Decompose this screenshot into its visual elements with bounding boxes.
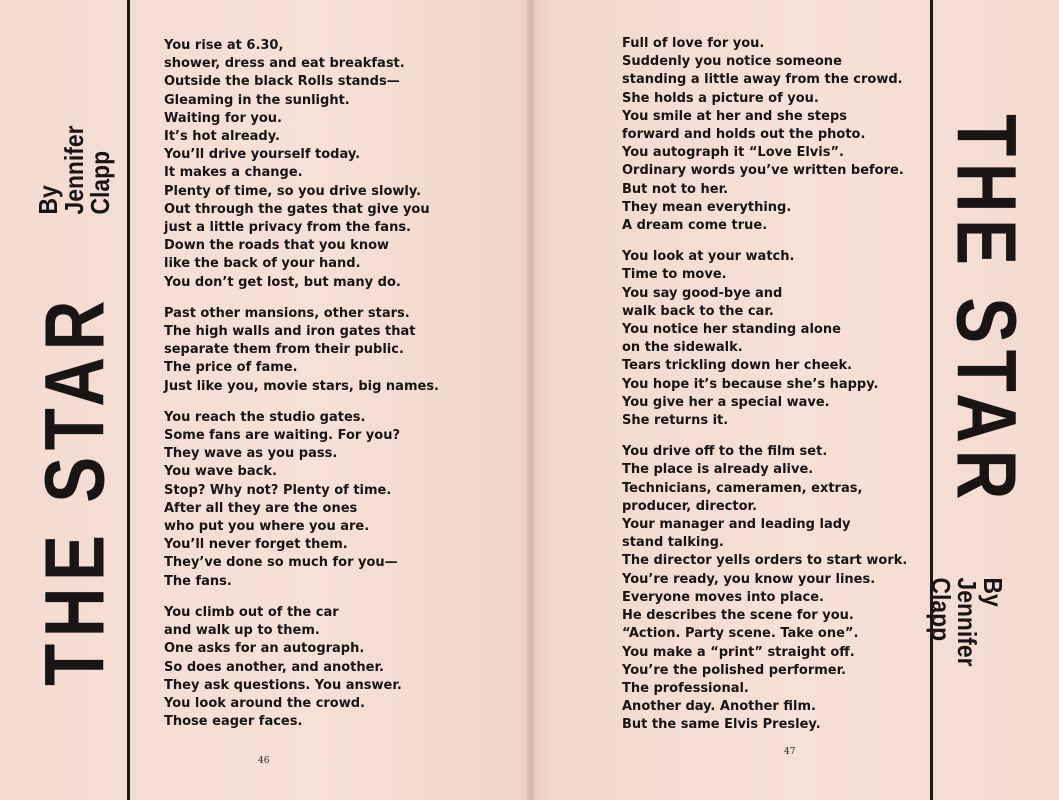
poem-line: It’s hot already.: [164, 129, 280, 145]
poem-line: Waiting for you.: [164, 110, 282, 126]
poem-line: You climb out of the car: [164, 604, 339, 620]
poem-line: The professional.: [622, 680, 749, 696]
poem-line: You’ll never forget them.: [164, 537, 348, 553]
poem-line: She returns it.: [622, 413, 729, 429]
poem-line: You give her a special wave.: [622, 394, 830, 410]
byline-last-name: Clapp: [85, 150, 115, 215]
poem-line: You look at your watch.: [622, 249, 795, 265]
left-byline: [35, 125, 113, 214]
poem-line: Suddenly you notice someone: [622, 54, 842, 70]
poem-line: Time to move.: [622, 267, 727, 283]
poem-line: shower, dress and eat breakfast.: [164, 56, 405, 72]
poem-line: They mean everything.: [622, 199, 792, 215]
poem-line: A dream come true.: [622, 218, 768, 234]
poem-line: Your manager and leading lady: [622, 517, 851, 533]
right-byline: [928, 577, 1006, 666]
poem-line: They ask questions. You answer.: [164, 677, 402, 693]
poem-line: standing a little away from the crowd.: [622, 72, 903, 88]
stanza: [622, 35, 907, 235]
poem-line: You smile at her and she steps: [622, 108, 847, 124]
poem-line: and walk up to them.: [164, 623, 320, 639]
poem-line: Those eager faces.: [164, 714, 303, 730]
byline-last-name: Clapp: [926, 577, 956, 642]
stanza: [622, 248, 907, 430]
stanza: [164, 37, 439, 292]
poem-line: on the sidewalk.: [622, 340, 743, 356]
poem-line: You say good-bye and: [622, 285, 783, 301]
left-margin-rule: [127, 0, 130, 800]
left-title: THE STAR: [27, 294, 122, 686]
right-page-text: [622, 35, 907, 748]
poem-line: You rise at 6.30,: [164, 38, 284, 53]
page-gutter: [526, 0, 536, 800]
poem-line: She holds a picture of you.: [622, 90, 819, 106]
stanza: [164, 305, 439, 396]
poem-line: You’ll drive yourself today.: [164, 147, 361, 163]
poem-line: They wave as you pass.: [164, 446, 338, 462]
poem-line: The director yells orders to start work.: [622, 553, 908, 569]
page-number-left: 46: [258, 756, 270, 766]
poem-line: The place is already alive.: [622, 462, 814, 478]
poem-line: like the back of your hand.: [164, 256, 361, 272]
poem-line: One asks for an autograph.: [164, 641, 365, 657]
poem-line: You autograph it “Love Elvis”.: [622, 145, 844, 161]
left-page-text: [164, 37, 439, 744]
poem-line: It makes a change.: [164, 165, 303, 181]
poem-line: You notice her standing alone: [622, 322, 841, 338]
right-title: THE STAR: [939, 114, 1034, 506]
poem-line: But the same Elvis Presley.: [622, 717, 821, 733]
poem-line: After all they are the ones: [164, 500, 358, 516]
poem-line: You wave back.: [164, 464, 277, 480]
stanza: [622, 443, 907, 734]
poem-line: Tears trickling down her cheek.: [622, 358, 853, 374]
poem-line: Full of love for you.: [622, 36, 765, 51]
poem-line: You don’t get lost, but many do.: [164, 274, 401, 290]
poem-line: Out through the gates that give you: [164, 201, 430, 217]
poem-line: But not to her.: [622, 181, 729, 197]
poem-line: You’re ready, you know your lines.: [622, 571, 876, 587]
poem-line: Ordinary words you’ve written before.: [622, 163, 904, 179]
poem-line: You make a “print” straight off.: [622, 644, 855, 660]
byline-first-name: Jennifer: [952, 577, 982, 667]
poem-line: Just like you, movie stars, big names.: [164, 378, 439, 394]
stanza: [164, 409, 439, 591]
poem-line: Outside the black Rolls stands—: [164, 74, 400, 90]
poem-line: who put you where you are.: [164, 519, 370, 535]
poem-line: You hope it’s because she’s happy.: [622, 376, 879, 392]
byline-first-name: Jennifer: [59, 125, 89, 215]
poem-line: Some fans are waiting. For you?: [164, 428, 401, 444]
poem-line: forward and holds out the photo.: [622, 127, 866, 143]
poem-line: You’re the polished performer.: [622, 662, 847, 678]
poem-line: Technicians, cameramen, extras,: [622, 480, 863, 496]
page-number-right: 47: [784, 747, 796, 757]
poem-line: So does another, and another.: [164, 659, 384, 675]
byline-by: By: [33, 185, 63, 215]
poem-line: Past other mansions, other stars.: [164, 305, 410, 321]
poem-line: “Action. Party scene. Take one”.: [622, 626, 859, 642]
poem-line: They’ve done so much for you—: [164, 555, 398, 571]
poem-line: just a little privacy from the fans.: [164, 220, 411, 236]
poem-line: Gleaming in the sunlight.: [164, 92, 350, 108]
poem-line: Down the roads that you know: [164, 238, 390, 254]
poem-line: You reach the studio gates.: [164, 409, 366, 425]
poem-line: stand talking.: [622, 535, 724, 551]
poem-line: walk back to the car.: [622, 303, 774, 319]
poem-line: You drive off to the film set.: [622, 444, 828, 460]
byline-by: By: [978, 577, 1008, 607]
poem-line: He describes the scene for you.: [622, 608, 854, 624]
poem-line: separate them from their public.: [164, 342, 404, 358]
poem-line: The fans.: [164, 573, 232, 589]
poem-line: You look around the crowd.: [164, 695, 365, 711]
poem-line: The high walls and iron gates that: [164, 324, 416, 340]
poem-line: Plenty of time, so you drive slowly.: [164, 183, 422, 199]
poem-line: The price of fame.: [164, 360, 298, 376]
poem-line: Stop? Why not? Plenty of time.: [164, 482, 392, 498]
stanza: [164, 604, 439, 731]
right-margin-rule: [930, 0, 933, 800]
poem-line: producer, director.: [622, 498, 758, 514]
poem-line: Everyone moves into place.: [622, 589, 824, 605]
poem-line: Another day. Another film.: [622, 699, 816, 715]
